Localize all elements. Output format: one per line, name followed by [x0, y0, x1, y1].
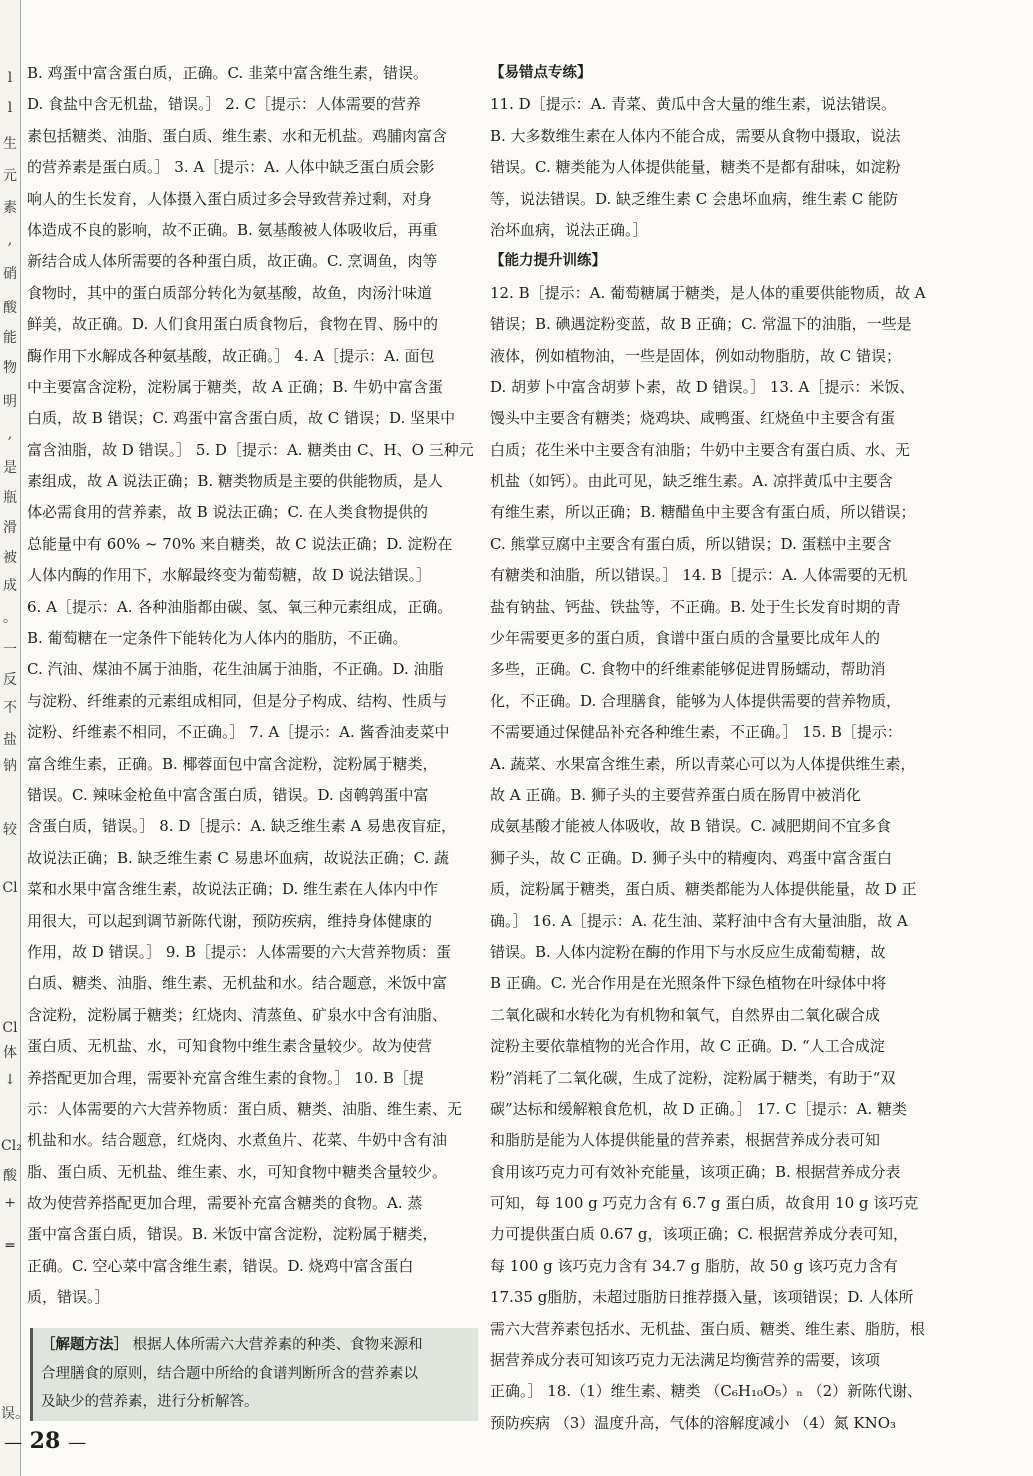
answer-text-line: 6. A［提示：A. 各种油脂都由碳、氢、氧三种元素组成，正确。 — [27, 597, 453, 616]
answer-text-line: 故说法正确；B. 缺乏维生素 C 易患坏血病，故说法正确；C. 蔬 — [27, 848, 450, 867]
answer-text-line: 可知，每 100 g 巧克力含有 6.7 g 蛋白质，故食用 10 g 该巧克 — [490, 1194, 919, 1213]
answer-text-line: 用很大，可以起到调节新陈代谢，预防疾病，维持身体健康的 — [27, 911, 433, 930]
method-text-line — [41, 1331, 472, 1360]
answer-text-line: 含淀粉，淀粉属于糖类；红烧肉、清蒸鱼、矿泉水中含有油脂、 — [27, 1005, 448, 1024]
answer-text-line: 不需要通过保健品补充各种维生素，不正确。］ 15. B［提示： — [490, 723, 902, 742]
answer-text-line: D. 胡萝卜中富含胡萝卜素，故 D 错误。］ 13. A［提示：米饭、 — [490, 377, 915, 396]
page-number-dash-left: — — [4, 1432, 22, 1453]
answer-text-line: 质，错误。］ — [27, 1288, 110, 1307]
answer-text-line: 总能量中有 60% ~ 70% 来自糖类，故 C 说法正确；D. 淀粉在 — [27, 534, 453, 553]
answer-text-line: A. 蔬菜、水果富含维生素，所以青菜心可以为人体提供维生素， — [490, 754, 916, 773]
method-tag: ［解题方法］ — [41, 1337, 128, 1353]
margin-fragment-char: 盐 — [3, 732, 17, 748]
answer-text-line: 白质，故 B 错误；C. 鸡蛋中富含蛋白质，故 C 错误；D. 坚果中 — [27, 409, 456, 428]
answer-text-line: B. 葡萄糖在一定条件下能转化为人体内的脂肪，不正确。 — [27, 629, 408, 648]
answer-text-line: 据营养成分表可知该巧克力无法满足均衡营养的需要，该项 — [490, 1351, 881, 1370]
answer-text-line: 馒头中主要含有糖类；烧鸡块、咸鸭蛋、红烧鱼中主要含有蛋 — [490, 409, 896, 428]
method-text-line: 合理膳食的原则，结合题中所给的食谱判断所含的营养素以 — [41, 1365, 418, 1382]
answer-text-line: B 正确。C. 光合作用是在光照条件下绿色植物在叶绿体中将 — [490, 974, 887, 993]
page-number-dash-right: — — [67, 1432, 86, 1453]
margin-fragment-char: 体 — [3, 1045, 17, 1061]
margin-fragment-char: 明 — [3, 394, 17, 410]
margin-fragment-char: l — [7, 100, 13, 116]
margin-fragment-char: 一 — [3, 642, 17, 658]
answer-text-line: B. 鸡蛋中富含蛋白质，正确。C. 韭菜中富含维生素，错误。 — [27, 64, 429, 82]
answer-text-line: 的营养素是蛋白质。］ 3. A［提示：A. 人体中缺乏蛋白质会影 — [27, 158, 435, 177]
answer-text-line: 示：人体需要的六大营养物质：蛋白质、糖类、油脂、维生素、无 — [27, 1099, 463, 1118]
answer-text-line: 机盐（如钙）。由此可见，缺乏维生素。A. 凉拌黄瓜中主要含 — [490, 472, 893, 491]
answer-text-line: 白质；花生米中主要含有油脂；牛奶中主要含有蛋白质、水、无 — [490, 440, 911, 459]
margin-fragment-char: 不 — [3, 700, 17, 716]
answer-text-line: 蛋白质、无机盐、水，可知食物中维生素含量较少。故为使营 — [27, 1037, 433, 1056]
answer-text-line: 正确。］ 18.（1）维生素、糖类 （C₆H₁₀O₅）ₙ （2）新陈代谢、 — [490, 1382, 923, 1401]
answer-text-line: 11. D［提示：A. 青菜、黄瓜中含大量的维生素，说法错误。 — [490, 95, 897, 114]
answer-text-line: 作用，故 D 错误。］ 9. B［提示：人体需要的六大营养物质：蛋 — [27, 942, 451, 961]
margin-fragment-char: 。 — [3, 610, 17, 626]
answer-text-line: 错误；B. 碘遇淀粉变蓝，故 B 正确；C. 常温下的油脂，一些是 — [490, 315, 912, 334]
answer-text-line: 酶作用下水解成各种氨基酸，故正确。］ 4. A［提示：A. 面包 — [27, 346, 435, 365]
answer-text-line: 错误。C. 辣味金枪鱼中富含蛋白质，错误。D. 卤鹌鹑蛋中富 — [27, 785, 429, 804]
answer-text-line: 体必需食用的营养素，故 B 说法正确；C. 在人类食物提供的 — [27, 503, 429, 522]
answer-text-line: 正确。C. 空心菜中富含维生素，错误。D. 烧鸡中富含蛋白 — [27, 1256, 414, 1275]
margin-fragment-char: , — [7, 232, 13, 248]
margin-fragment-char: 钠 — [3, 758, 17, 774]
margin-fragment-char: 生 — [3, 136, 17, 152]
answer-text-line: 少年需要更多的蛋白质，食谱中蛋白质的含量要比成年人的 — [490, 629, 881, 648]
answer-text-line: 成氨基酸才能被人体吸收，故 B 错误。C. 减肥期间不宜多食 — [490, 817, 892, 836]
margin-fragment-char: 误。 — [1, 1406, 29, 1422]
answer-text-line: 故为使营养搭配更加合理，需要补充富含糖类的食物。A. 蒸 — [27, 1194, 423, 1213]
answer-text-line: 食物时，其中的蛋白质部分转化为氨基酸，故鱼，肉汤汁味道 — [27, 283, 433, 302]
answer-text-line: 素包括糖类、油脂、蛋白质、维生素、水和无机盐。鸡脯肉富含 — [27, 126, 448, 145]
answer-text-line: C. 汽油、煤油不属于油脂，花生油属于油脂，不正确。D. 油脂 — [27, 660, 444, 679]
answer-text-line: 富含维生素，正确。B. 椰蓉面包中富含淀粉，淀粉属于糖类， — [27, 754, 438, 773]
margin-fragment-char: ↓ — [4, 1072, 16, 1088]
margin-fragment-char: 酸 — [3, 300, 17, 316]
section-heading: 【能力提升训练】 — [490, 253, 606, 270]
margin-fragment-char: 被 — [3, 550, 17, 566]
answer-text-line: 与淀粉、纤维素的元素组成相同，但是分子构成、结构、性质与 — [27, 691, 448, 710]
answer-text-line: 有维生素，所以正确；B. 糖醋鱼中主要含有蛋白质，所以错误； — [490, 503, 916, 522]
margin-fragment-char: 是 — [3, 460, 17, 476]
margin-fragment-char: ═ — [5, 1238, 15, 1254]
margin-fragment-char: 酸 — [3, 1168, 17, 1184]
margin-fragment-char: 成 — [3, 578, 17, 594]
answer-text-line: 响人的生长发育，人体摄入蛋白质过多会导致营养过剩，对身 — [27, 189, 433, 208]
answer-text-line: 体造成不良的影响，故不正确。B. 氨基酸被人体吸收后，再重 — [27, 220, 438, 239]
answer-text-line: 等，说法错误。D. 缺乏维生素 C 会患坏血病，维生素 C 能防 — [490, 189, 899, 208]
margin-fragment-char: 瓶 — [3, 490, 17, 506]
answer-text-line: 中主要富含淀粉，淀粉属于糖类，故 A 正确；B. 牛奶中富含蛋 — [27, 377, 443, 396]
answer-text-line: 富含油脂，故 D 错误。］ 5. D［提示：A. 糖类由 C、H、O 三种元 — [27, 440, 474, 459]
answer-text-line: 治坏血病，说法正确。］ — [490, 220, 648, 239]
answer-text-line: 确。］ 16. A［提示：A. 花生油、菜籽油中含有大量油脂，故 A — [490, 911, 908, 930]
answer-text-line: 错误。C. 糖类能为人体提供能量，糖类不是都有甜味，如淀粉 — [490, 158, 901, 177]
answer-text-line: 淀粉主要依靠植物的光合作用，故 C 正确。D. “人工合成淀 — [490, 1037, 885, 1056]
left-column — [27, 58, 479, 1314]
margin-fragment-char: Cl₂ — [1, 1138, 22, 1154]
margin-fragment-char: l — [7, 70, 13, 86]
answer-text-line: C. 熊掌豆腐中主要含有蛋白质，所以错误；D. 蛋糕中主要含 — [490, 534, 892, 553]
answer-text-line: 粉”消耗了二氧化碳，生成了淀粉，淀粉属于糖类，有助于“双 — [490, 1068, 896, 1087]
answer-text-line: 菜和水果中富含维生素，故说法正确；D. 维生素在人体内中作 — [27, 880, 439, 899]
answer-text-line: 质，淀粉属于糖类，蛋白质、糖类都能为人体提供能量，故 D 正 — [490, 880, 917, 899]
answer-text-line: 蛋中富含蛋白质，错误。B. 米饭中富含淀粉，淀粉属于糖类， — [27, 1225, 438, 1244]
answer-text-line: 需六大营养素包括水、无机盐、蛋白质、糖类、维生素、脂肪，根 — [490, 1319, 926, 1338]
answer-text-line: 力可提供蛋白质 0.67 g，该项正确；C. 根据营养成分表可知， — [490, 1225, 909, 1244]
answer-text-line: 脂、蛋白质、无机盐、维生素、水，可知食物中糖类含量较少。 — [27, 1162, 448, 1181]
answer-text-line: D. 食盐中含无机盐，错误。］ 2. C［提示：人体需要的营养 — [27, 95, 421, 114]
answer-text-line: 盐有钠盐、钙盐、铁盐等，不正确。B. 处于生长发育时期的青 — [490, 597, 901, 616]
answer-text-line: 碳”达标和缓解粮食危机，故 D 正确。］ 17. C［提示：A. 糖类 — [490, 1099, 907, 1118]
answer-text-line: 新结合成人体所需要的各种蛋白质，故正确。C. 烹调鱼，肉等 — [27, 252, 438, 271]
answer-text-line: 含蛋白质，错误。］ 8. D［提示：A. 缺乏维生素 A 易患夜盲症， — [27, 817, 457, 836]
margin-fragment-char: Cl — [2, 1020, 18, 1036]
answer-text-line: 故 A 正确。B. 狮子头的主要营养蛋白质在肠胃中被消化 — [490, 785, 861, 804]
answer-text-line: 淀粉、纤维素不相同，不正确。］ 7. A［提示：A. 酱香油麦菜中 — [27, 723, 450, 742]
method-text-line: 及缺少的营养素，进行分析解答。 — [41, 1394, 259, 1410]
answer-text-line: 有糖类和油脂，所以错误。］ 14. B［提示：A. 人体需要的无机 — [490, 566, 908, 585]
margin-fragment-char: 物 — [3, 360, 17, 376]
solution-method-box — [30, 1328, 478, 1421]
margin-fragment-char: 元 — [3, 168, 17, 184]
margin-fragment-char: 能 — [3, 330, 17, 346]
answer-text-line: 人体内酶的作用下，水解最终变为葡萄糖，故 D 说法错误。］ — [27, 566, 432, 585]
answer-text-line: 17.35 g脂肪，未超过脂肪日推荐摄入量，该项错误；D. 人体所 — [490, 1288, 914, 1307]
answer-text-line: 每 100 g 该巧克力含有 34.7 g 脂肪，故 50 g 该巧克力含有 — [490, 1256, 898, 1275]
answer-text-line: 12. B［提示：A. 葡萄糖属于糖类，是人体的重要供能物质，故 A — [490, 283, 926, 302]
answer-text-line: B. 大多数维生素在人体内不能合成，需要从食物中摄取，说法 — [490, 126, 901, 145]
margin-fragment-char: 素 — [3, 200, 17, 216]
answer-text-line: 多些，正确。C. 食物中的纤维素能够促进胃肠蠕动，帮助消 — [490, 660, 886, 679]
margin-fragment-char: 硝 — [3, 266, 17, 282]
answer-text-line: 预防疾病 （3）温度升高，气体的溶解度减小 （4）氮 KNO₃ — [490, 1413, 897, 1432]
margin-fragment-char: + — [4, 1195, 16, 1211]
answer-text-line: 机盐和水。结合题意，红烧肉、水煮鱼片、花菜、牛奶中含有油 — [27, 1131, 448, 1150]
answer-text-line: 二氧化碳和水转化为有机物和氧气，自然界由二氧化碳合成 — [490, 1005, 881, 1024]
margin-fragment-char: 反 — [3, 672, 17, 688]
answer-text-line: 化，不正确。D. 合理膳食，能够为人体提供需要的营养物质， — [490, 691, 902, 710]
margin-fragment-char: Cl — [2, 880, 18, 896]
answer-text-line: 狮子头，故 C 正确。D. 狮子头中的精瘦肉、鸡蛋中富含蛋白 — [490, 848, 893, 867]
method-text: 根据人体所需六大营养素的种类、食物来源和 — [128, 1337, 423, 1353]
margin-fragment-char: 滑 — [3, 520, 17, 536]
binding-margin-strip — [0, 0, 29, 1476]
right-column — [490, 58, 938, 1439]
section-heading: 【易错点专练】 — [490, 65, 592, 81]
answer-text-line: 鲜美，故正确。D. 人们食用蛋白质食物后，食物在胃、肠中的 — [27, 315, 439, 334]
page-number — [4, 1428, 86, 1454]
margin-fragment-char: 较 — [3, 822, 17, 838]
answer-text-line: 液体，例如植物油，一些是固体，例如动物脂肪，故 C 错误； — [490, 346, 902, 365]
answer-text-line: 食用该巧克力可有效补充能量，该项正确；B. 根据营养成分表 — [490, 1162, 901, 1181]
margin-fragment-char: , — [7, 426, 13, 442]
answer-text-line: 和脂肪是能为人体提供能量的营养素，根据营养成分表可知 — [490, 1131, 881, 1150]
answer-text-line: 素组成，故 A 说法正确；B. 糖类物质是主要的供能物质，是人 — [27, 472, 443, 491]
page-number-value: 28 — [29, 1428, 61, 1454]
answer-text-line: 错误。B. 人体内淀粉在酶的作用下与水反应生成葡萄糖，故 — [490, 942, 886, 961]
answer-text-line: 白质、糖类、油脂、维生素、无机盐和水。结合题意，米饭中富 — [27, 974, 448, 993]
answer-text-line: 养搭配更加合理，需要补充富含维生素的食物。］ 10. B［提 — [27, 1068, 424, 1087]
